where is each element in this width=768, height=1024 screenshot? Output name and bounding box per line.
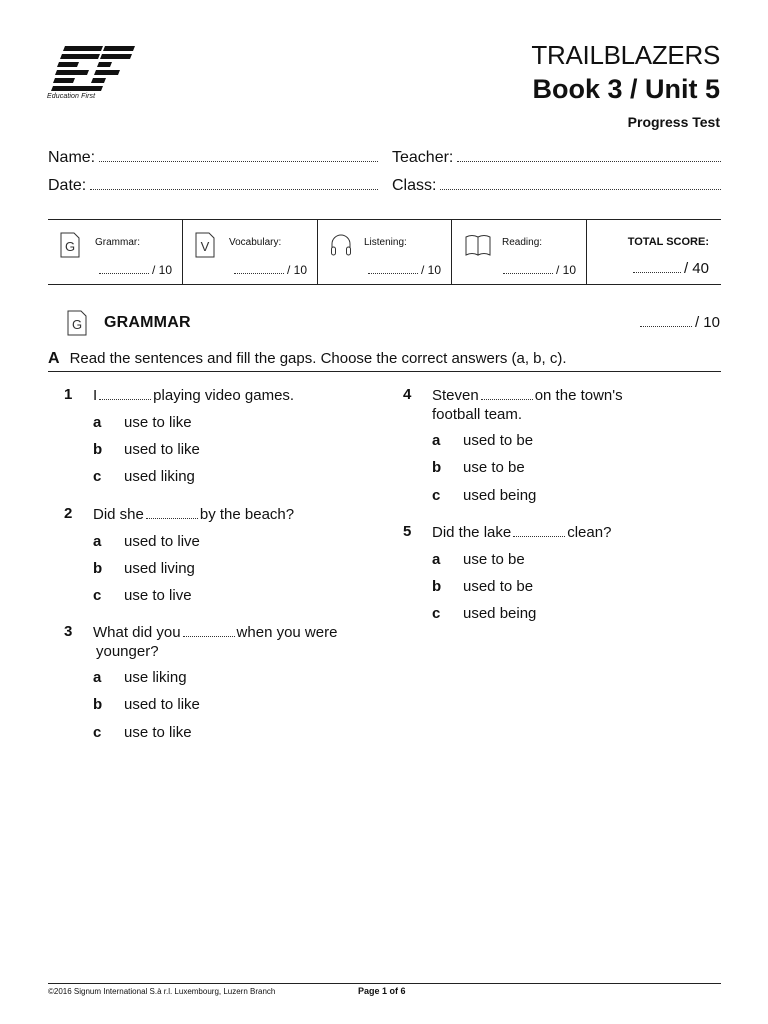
option-b[interactable]: b used to like	[93, 441, 200, 458]
score-table	[48, 219, 721, 285]
exercise-instruction-text: Read the sentences and fill the gaps. Choose the correct answers (a, b, c).	[69, 350, 567, 367]
option-a[interactable]: a used to be	[432, 432, 534, 449]
grammar-label: Grammar:	[95, 237, 140, 248]
page-number: Page 1 of 6	[358, 986, 406, 996]
teacher-label: Teacher:	[392, 149, 454, 166]
answer-gap[interactable]	[183, 624, 235, 637]
option-c[interactable]: c use to live	[93, 587, 192, 604]
listening-label: Listening:	[364, 237, 407, 248]
name-dotted-line[interactable]	[99, 149, 378, 162]
question-text: Did the lake clean?	[432, 524, 612, 541]
reading-label: Reading:	[502, 237, 543, 248]
option-b[interactable]: b used living	[93, 560, 195, 577]
question-text: What did you when you were younger?	[93, 624, 338, 660]
vocabulary-score[interactable]: / 10	[234, 263, 307, 277]
option-a[interactable]: a use liking	[93, 669, 187, 686]
grammar-section-icon	[67, 310, 87, 336]
question-number: 4	[403, 386, 412, 403]
question-number: 1	[64, 386, 73, 403]
answer-gap[interactable]	[146, 506, 198, 519]
svg-text:G: G	[64, 239, 76, 254]
question-4	[403, 386, 721, 511]
date-dotted-line[interactable]	[90, 177, 378, 190]
class-field[interactable]	[392, 177, 721, 195]
section-score[interactable]: / 10	[640, 314, 720, 331]
grammar-score[interactable]: / 10	[99, 263, 172, 277]
grammar-icon	[60, 232, 80, 258]
svg-text:G: G	[71, 317, 83, 332]
class-dotted-line[interactable]	[440, 177, 721, 190]
headphones-icon	[330, 232, 352, 258]
option-b[interactable]: b used to like	[93, 696, 200, 713]
question-text: Did she by the beach?	[93, 506, 295, 523]
answer-gap[interactable]	[513, 524, 565, 537]
name-field[interactable]	[48, 149, 378, 167]
copyright-text: ©2016 Signum International S.à r.l. Luxembourg, Luzern Branch	[48, 987, 276, 996]
class-label: Class:	[392, 177, 437, 194]
reading-score[interactable]: / 10	[503, 263, 576, 277]
score-cell-listening	[318, 220, 452, 284]
option-c[interactable]: c used being	[432, 487, 537, 504]
footer-divider	[48, 983, 721, 984]
exercise-a-instruction	[48, 350, 721, 372]
option-b[interactable]: b use to be	[432, 459, 525, 476]
svg-text:V: V	[200, 239, 210, 254]
question-text: Steven on the town's football team.	[432, 387, 623, 423]
date-field[interactable]	[48, 177, 378, 195]
vocabulary-icon	[195, 232, 215, 258]
exercise-letter: A	[48, 350, 60, 367]
option-a[interactable]: a use to be	[432, 551, 525, 568]
total-score-label: TOTAL SCORE:	[627, 236, 709, 248]
question-2	[64, 505, 364, 615]
option-a[interactable]: a used to live	[93, 533, 200, 550]
option-c[interactable]: c used liking	[93, 468, 195, 485]
question-number: 5	[403, 523, 412, 540]
option-b[interactable]: b used to be	[432, 578, 534, 595]
teacher-dotted-line[interactable]	[457, 149, 721, 162]
score-cell-total	[587, 220, 721, 284]
question-number: 2	[64, 505, 73, 522]
logo-subtitle: Education First	[47, 93, 96, 100]
date-label: Date:	[48, 177, 87, 194]
vocabulary-label: Vocabulary:	[229, 237, 282, 248]
question-3	[64, 623, 384, 748]
test-type: Progress Test	[627, 114, 720, 130]
series-title: TRAILBLAZERS	[531, 40, 720, 70]
answer-gap[interactable]	[99, 387, 151, 400]
question-text: I playing video games.	[93, 387, 295, 404]
listening-score[interactable]: / 10	[368, 263, 441, 277]
section-title: GRAMMAR	[104, 314, 191, 331]
question-number: 3	[64, 623, 73, 640]
score-cell-vocabulary	[183, 220, 318, 284]
answer-gap[interactable]	[481, 387, 533, 400]
question-1	[64, 386, 364, 496]
total-score[interactable]: / 40	[633, 260, 709, 277]
option-a[interactable]: a use to like	[93, 414, 192, 431]
score-cell-reading	[452, 220, 587, 284]
book-unit-title: Book 3 / Unit 5	[532, 74, 720, 104]
name-label: Name:	[48, 149, 96, 166]
option-c[interactable]: c used being	[432, 605, 537, 622]
book-icon	[464, 232, 492, 258]
score-cell-grammar	[48, 220, 183, 284]
question-5	[403, 523, 721, 633]
option-c[interactable]: c use to like	[93, 724, 192, 741]
teacher-field[interactable]	[392, 149, 721, 167]
